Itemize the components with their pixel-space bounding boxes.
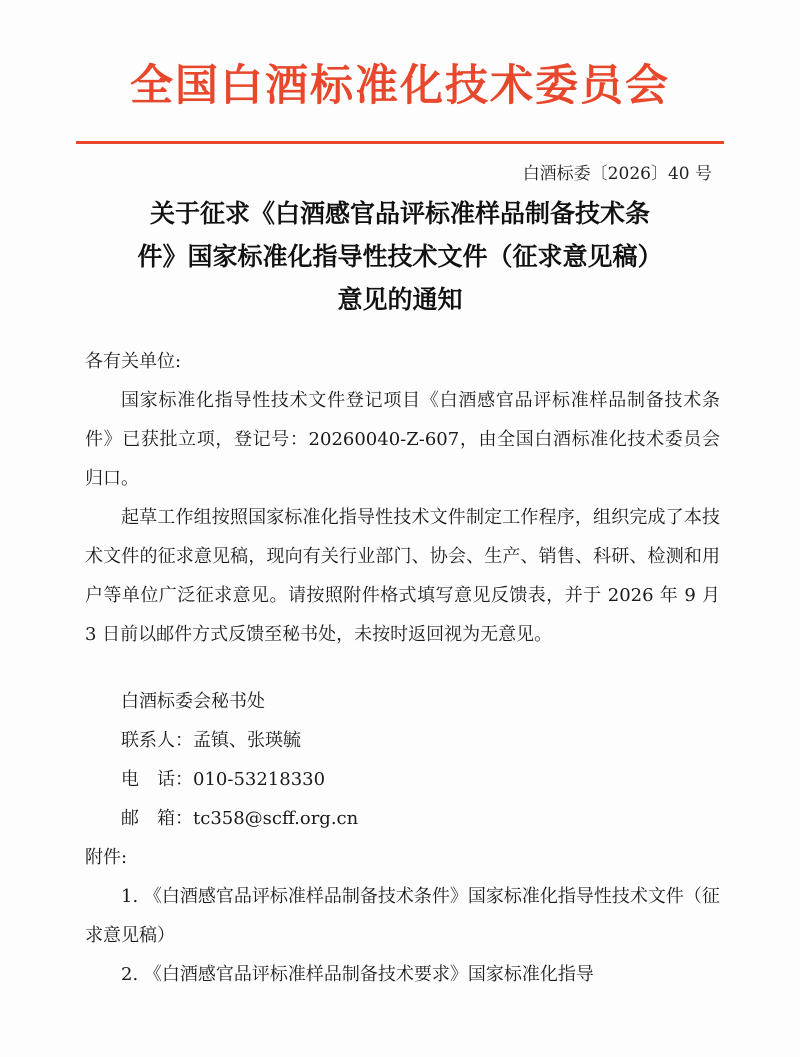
attachments-heading: 附件: — [85, 847, 128, 868]
contact-block — [85, 682, 720, 838]
contact-person-label: 联系人： — [121, 730, 193, 751]
contact-email-label: 邮 箱： — [121, 808, 193, 829]
paragraph-project-approval: 国家标准化指导性技术文件登记项目《白酒感官品评标准样品制备技术条件》已获批立项，登记号：20260040-Z-607，由全国白酒标准化技术委员会归口。 — [85, 390, 720, 489]
secretariat-name: 白酒标委会秘书处 — [121, 691, 265, 712]
notice-title-line-1: 关于征求《白酒感官品评标准样品制备技术条 — [149, 199, 650, 228]
notice-body — [85, 342, 720, 994]
paragraph-solicit-comments: 起草工作组按照国家标准化指导性技术文件制定工作程序，组织完成了本技术文件的征求意见稿，现向有关行业部门、协会、生产、销售、科研、检测和用户等单位广泛征求意见。请按照附件格式填写意见反馈表，并于 2026 年 9 月 3 日前以邮件方式反馈至秘书处，未按时返回视为无意见。 — [85, 507, 720, 645]
contact-phone-value: 010-53218330 — [193, 769, 326, 790]
notice-title — [70, 192, 730, 321]
contact-email-row — [121, 799, 720, 838]
salutation: 各有关单位: — [85, 351, 182, 372]
contact-phone-row — [121, 760, 720, 799]
attachment-item-2: 2. 《白酒感官品评标准样品制备技术要求》国家标准化指导 — [121, 964, 594, 985]
document-number: 白酒标委〔2026〕40 号 — [522, 164, 712, 184]
contact-phone-label: 电 话： — [121, 769, 193, 790]
contact-person-value: 孟镇、张瑛毓 — [193, 730, 301, 751]
notice-title-line-2: 件》国家标准化指导性技术文件（征求意见稿） — [137, 242, 663, 271]
contact-person-row — [121, 721, 720, 760]
contact-email-value: tc358@scff.org.cn — [193, 808, 359, 829]
letterhead-title: 全国白酒标准化技术委员会 — [130, 61, 670, 111]
letterhead-red-rule — [76, 141, 724, 144]
attachment-item-1: 1. 《白酒感官品评标准样品制备技术条件》国家标准化指导性技术文件（征求意见稿） — [85, 886, 720, 946]
notice-title-line-3: 意见的通知 — [337, 285, 463, 314]
